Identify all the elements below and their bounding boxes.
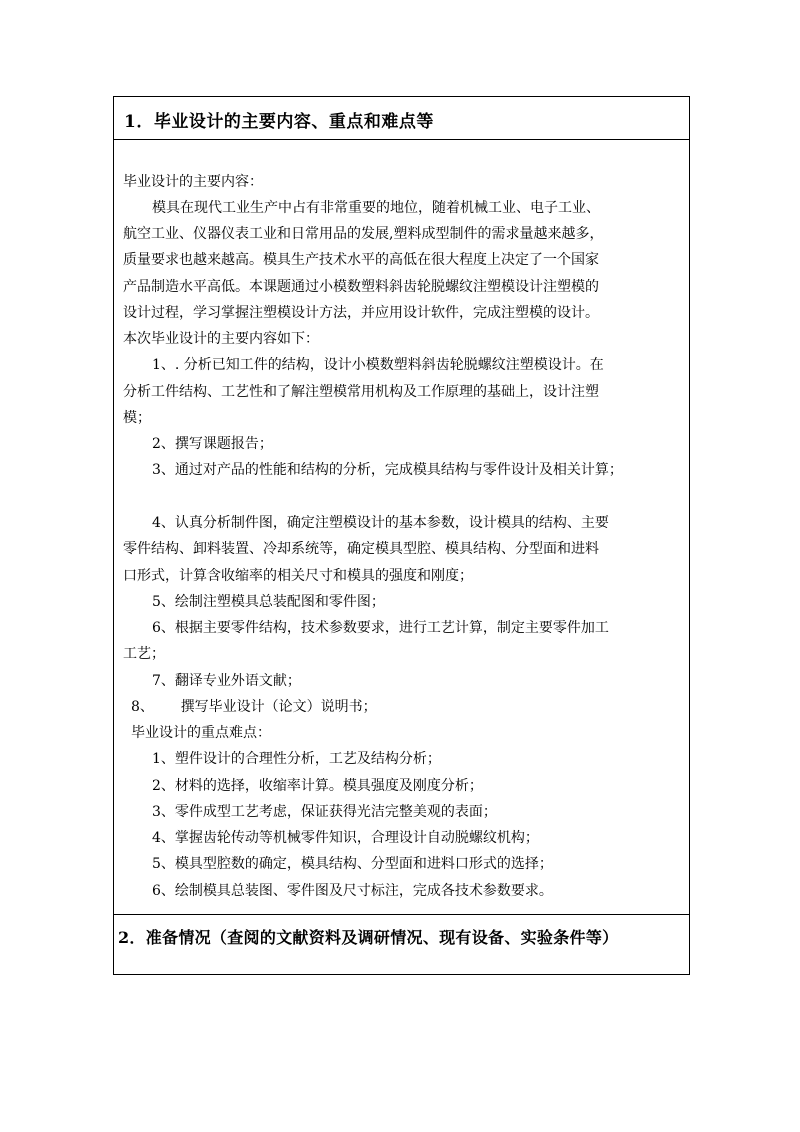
- list-item: 4、认真分析制件图，确定注塑模设计的基本参数，设计模具的结构、主要: [152, 515, 609, 531]
- section1-content: [114, 140, 689, 914]
- list-item: 2、撰写课题报告；: [152, 436, 273, 452]
- list-item: 1、. 分析已知工件的结构，设计小模数塑料斜齿轮脱螺纹注塑模设计。在: [152, 357, 604, 373]
- list-item: 3、零件成型工艺考虑，保证获得光洁完整美观的表面；: [152, 804, 497, 820]
- paragraph-line: 本次毕业设计的主要内容如下：: [123, 331, 319, 347]
- list-item: 3、通过对产品的性能和结构的分析，完成模具结构与零件设计及相关计算；: [152, 462, 623, 478]
- list-item-continuation: 工艺；: [123, 646, 165, 662]
- list-item: 5、绘制注塑模具总装配图和零件图；: [152, 594, 385, 610]
- section1-header: [114, 97, 689, 140]
- section1-title: 1．毕业设计的主要内容、重点和难点等: [124, 112, 434, 132]
- list-item: 2、材料的选择，收缩率计算。模具强度及刚度分析；: [152, 778, 483, 794]
- key-difficulties-heading: 毕业设计的重点难点：: [131, 725, 271, 741]
- paragraph-line: 模具在现代工业生产中占有非常重要的地位，随着机械工业、电子工业、: [152, 200, 600, 216]
- list-item: 7、翻译专业外语文献；: [152, 673, 301, 689]
- list-item: 8、 撰写毕业设计（论文）说明书；: [131, 699, 377, 715]
- list-item-continuation: 口形式，计算含收缩率的相关尺寸和模具的强度和刚度；: [123, 568, 473, 584]
- paragraph-line: 产品制造水平高低。本课题通过小模数塑料斜齿轮脱螺纹注塑模设计注塑模的: [123, 279, 599, 295]
- main-content-heading: 毕业设计的主要内容：: [123, 174, 263, 190]
- paragraph-line: 设计过程，学习掌握注塑模设计方法，并应用设计软件，完成注塑模的设计。: [123, 305, 599, 321]
- list-item-continuation: 模；: [123, 410, 151, 426]
- list-item: 6、根据主要零件结构，技术参数要求，进行工艺计算，制定主要零件加工: [152, 620, 609, 636]
- section2-header: [114, 914, 689, 974]
- paragraph-line: 质量要求也越来越高。模具生产技术水平的高低在很大程度上决定了一个国家: [123, 252, 599, 268]
- list-item: 5、模具型腔数的确定，模具结构、分型面和进料口形式的选择；: [152, 856, 553, 872]
- list-item-continuation: 分析工件结构、工艺性和了解注塑模常用机构及工作原理的基础上，设计注塑: [123, 384, 599, 400]
- section2-title: 2．准备情况（查阅的文献资料及调研情况、现有设备、实验条件等）: [118, 928, 619, 947]
- list-item: 6、绘制模具总装图、零件图及尺寸标注，完成各技术参数要求。: [152, 883, 553, 899]
- document-table: [113, 96, 690, 975]
- paragraph-line: 航空工业、仪器仪表工业和日常用品的发展,塑料成型制件的需求量越来越多，: [123, 226, 604, 242]
- list-item-continuation: 零件结构、卸料装置、冷却系统等，确定模具型腔、模具结构、分型面和进料: [123, 541, 599, 557]
- list-item: 4、掌握齿轮传动等机械零件知识，合理设计自动脱螺纹机构；: [152, 830, 539, 846]
- list-item: 1、塑件设计的合理性分析，工艺及结构分析；: [152, 751, 441, 767]
